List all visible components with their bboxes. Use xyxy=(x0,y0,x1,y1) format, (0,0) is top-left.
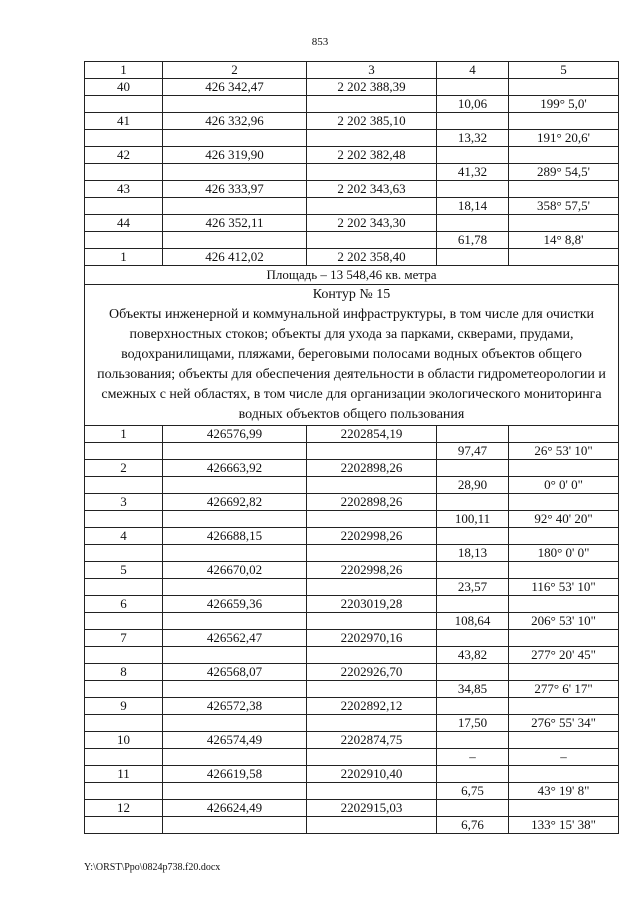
direction-angle: 199° 5,0' xyxy=(509,96,619,113)
segment-length: 18,14 xyxy=(437,198,509,215)
point-row xyxy=(85,664,619,681)
empty-cell xyxy=(163,817,307,834)
empty-cell xyxy=(163,443,307,460)
empty-cell xyxy=(437,732,509,749)
segment-row xyxy=(85,579,619,596)
segment-length: 28,90 xyxy=(437,477,509,494)
empty-cell xyxy=(307,96,437,113)
segment-row xyxy=(85,232,619,249)
direction-angle: 276° 55' 34" xyxy=(509,715,619,732)
empty-cell xyxy=(85,545,163,562)
empty-cell xyxy=(307,715,437,732)
x-coordinate: 426619,58 xyxy=(163,766,307,783)
x-coordinate: 426 352,11 xyxy=(163,215,307,232)
empty-cell xyxy=(509,562,619,579)
point-row xyxy=(85,630,619,647)
empty-cell xyxy=(85,817,163,834)
empty-cell xyxy=(509,698,619,715)
empty-cell xyxy=(85,749,163,766)
point-row xyxy=(85,215,619,232)
empty-cell xyxy=(307,198,437,215)
y-coordinate: 2202998,26 xyxy=(307,528,437,545)
empty-cell xyxy=(85,443,163,460)
direction-angle: 92° 40' 20" xyxy=(509,511,619,528)
empty-cell xyxy=(509,181,619,198)
point-number: 9 xyxy=(85,698,163,715)
empty-cell xyxy=(509,426,619,443)
point-number: 41 xyxy=(85,113,163,130)
point-number: 3 xyxy=(85,494,163,511)
y-coordinate: 2202874,75 xyxy=(307,732,437,749)
empty-cell xyxy=(509,528,619,545)
empty-cell xyxy=(163,164,307,181)
segment-length: 108,64 xyxy=(437,613,509,630)
direction-angle: 358° 57,5' xyxy=(509,198,619,215)
empty-cell xyxy=(307,545,437,562)
segment-length: 41,32 xyxy=(437,164,509,181)
y-coordinate: 2 202 382,48 xyxy=(307,147,437,164)
empty-cell xyxy=(163,681,307,698)
y-coordinate: 2 202 388,39 xyxy=(307,79,437,96)
empty-cell xyxy=(163,130,307,147)
point-number: 11 xyxy=(85,766,163,783)
empty-cell xyxy=(307,579,437,596)
segment-row xyxy=(85,96,619,113)
y-coordinate: 2202926,70 xyxy=(307,664,437,681)
empty-cell xyxy=(307,443,437,460)
segment-row xyxy=(85,511,619,528)
empty-cell xyxy=(509,596,619,613)
empty-cell xyxy=(437,460,509,477)
direction-angle: 43° 19' 8" xyxy=(509,783,619,800)
empty-cell xyxy=(163,613,307,630)
segment-row xyxy=(85,477,619,494)
point-number: 1 xyxy=(85,426,163,443)
empty-cell xyxy=(509,147,619,164)
y-coordinate: 2202898,26 xyxy=(307,460,437,477)
segment-length: 34,85 xyxy=(437,681,509,698)
empty-cell xyxy=(509,630,619,647)
y-coordinate: 2 202 343,30 xyxy=(307,215,437,232)
x-coordinate: 426 319,90 xyxy=(163,147,307,164)
empty-cell xyxy=(85,681,163,698)
empty-cell xyxy=(307,477,437,494)
point-row xyxy=(85,698,619,715)
direction-angle: 191° 20,6' xyxy=(509,130,619,147)
direction-angle: 180° 0' 0" xyxy=(509,545,619,562)
empty-cell xyxy=(437,249,509,266)
point-row xyxy=(85,426,619,443)
empty-cell xyxy=(437,79,509,96)
segment-row xyxy=(85,749,619,766)
point-number: 44 xyxy=(85,215,163,232)
empty-cell xyxy=(437,147,509,164)
point-row xyxy=(85,596,619,613)
y-coordinate: 2202910,40 xyxy=(307,766,437,783)
point-number: 2 xyxy=(85,460,163,477)
empty-cell xyxy=(163,715,307,732)
segment-row xyxy=(85,130,619,147)
x-coordinate: 426624,49 xyxy=(163,800,307,817)
segment-row xyxy=(85,817,619,834)
x-coordinate: 426659,36 xyxy=(163,596,307,613)
empty-cell xyxy=(163,783,307,800)
empty-cell xyxy=(85,232,163,249)
contour-header xyxy=(85,285,619,426)
direction-angle: 133° 15' 38" xyxy=(509,817,619,834)
point-number: 5 xyxy=(85,562,163,579)
column-header: 5 xyxy=(509,62,619,79)
empty-cell xyxy=(509,664,619,681)
empty-cell xyxy=(85,130,163,147)
column-header: 4 xyxy=(437,62,509,79)
point-number: 4 xyxy=(85,528,163,545)
empty-cell xyxy=(509,494,619,511)
direction-angle: 277° 20' 45" xyxy=(509,647,619,664)
empty-cell xyxy=(509,460,619,477)
empty-cell xyxy=(307,613,437,630)
y-coordinate: 2202892,12 xyxy=(307,698,437,715)
point-row xyxy=(85,79,619,96)
point-row xyxy=(85,113,619,130)
empty-cell xyxy=(437,698,509,715)
empty-cell xyxy=(509,79,619,96)
segment-length: 17,50 xyxy=(437,715,509,732)
empty-cell xyxy=(85,579,163,596)
empty-cell xyxy=(163,647,307,664)
segment-row xyxy=(85,545,619,562)
empty-cell xyxy=(85,164,163,181)
x-coordinate: 426692,82 xyxy=(163,494,307,511)
x-coordinate: 426688,15 xyxy=(163,528,307,545)
y-coordinate: 2 202 358,40 xyxy=(307,249,437,266)
point-row xyxy=(85,494,619,511)
segment-length: 43,82 xyxy=(437,647,509,664)
point-number: 1 xyxy=(85,249,163,266)
empty-cell xyxy=(85,511,163,528)
segment-length: 6,76 xyxy=(437,817,509,834)
empty-cell xyxy=(437,494,509,511)
direction-angle: 289° 54,5' xyxy=(509,164,619,181)
segment-length: 100,11 xyxy=(437,511,509,528)
y-coordinate: 2203019,28 xyxy=(307,596,437,613)
point-row xyxy=(85,528,619,545)
x-coordinate: 426 342,47 xyxy=(163,79,307,96)
segment-row xyxy=(85,613,619,630)
point-number: 6 xyxy=(85,596,163,613)
column-header: 3 xyxy=(307,62,437,79)
coordinates-table xyxy=(84,61,619,834)
empty-cell xyxy=(437,630,509,647)
empty-cell xyxy=(509,113,619,130)
contour-description: Объекты инженерной и коммунальной инфраструктуры, в том числе для очистки поверхностных стоков; объекты для ухода за парками, скверами, прудами, водохранилищами, пляжами, береговыми полосами водных объектов общего пользования; объекты для обеспечения деятельности в области гидрометеорологии и смежных с ней областях, в том числе для организации экологического мониторинга водных объектов общего пользования xyxy=(97,307,606,422)
segment-length: 23,57 xyxy=(437,579,509,596)
point-number: 43 xyxy=(85,181,163,198)
empty-cell xyxy=(437,426,509,443)
empty-cell xyxy=(307,681,437,698)
empty-cell xyxy=(85,647,163,664)
point-row xyxy=(85,800,619,817)
empty-cell xyxy=(307,817,437,834)
empty-cell xyxy=(437,528,509,545)
point-row xyxy=(85,562,619,579)
empty-cell xyxy=(163,545,307,562)
x-coordinate: 426 333,97 xyxy=(163,181,307,198)
empty-cell xyxy=(85,715,163,732)
x-coordinate: 426670,02 xyxy=(163,562,307,579)
segment-row xyxy=(85,443,619,460)
direction-angle: 277° 6' 17" xyxy=(509,681,619,698)
area-row xyxy=(85,266,619,285)
empty-cell xyxy=(509,766,619,783)
x-coordinate: 426 412,02 xyxy=(163,249,307,266)
empty-cell xyxy=(163,749,307,766)
empty-cell xyxy=(85,613,163,630)
y-coordinate: 2202970,16 xyxy=(307,630,437,647)
segment-length: – xyxy=(437,749,509,766)
y-coordinate: 2202998,26 xyxy=(307,562,437,579)
x-coordinate: 426572,38 xyxy=(163,698,307,715)
direction-angle: 14° 8,8' xyxy=(509,232,619,249)
point-number: 40 xyxy=(85,79,163,96)
direction-angle: 116° 53' 10" xyxy=(509,579,619,596)
segment-length: 97,47 xyxy=(437,443,509,460)
point-number: 8 xyxy=(85,664,163,681)
empty-cell xyxy=(307,511,437,528)
file-path-footer: Y:\ORST\Ppo\0824p738.f20.docx xyxy=(84,862,221,873)
point-row xyxy=(85,147,619,164)
area-total: Площадь – 13 548,46 кв. метра xyxy=(85,266,619,285)
contour-row xyxy=(85,285,619,426)
empty-cell xyxy=(307,130,437,147)
y-coordinate: 2202915,03 xyxy=(307,800,437,817)
segment-row xyxy=(85,681,619,698)
x-coordinate: 426562,47 xyxy=(163,630,307,647)
direction-angle: 26° 53' 10" xyxy=(509,443,619,460)
empty-cell xyxy=(85,96,163,113)
empty-cell xyxy=(307,783,437,800)
empty-cell xyxy=(437,562,509,579)
segment-length: 6,75 xyxy=(437,783,509,800)
empty-cell xyxy=(307,749,437,766)
table-header-row xyxy=(85,62,619,79)
empty-cell xyxy=(437,181,509,198)
direction-angle: – xyxy=(509,749,619,766)
empty-cell xyxy=(437,215,509,232)
point-number: 12 xyxy=(85,800,163,817)
point-row xyxy=(85,732,619,749)
segment-row xyxy=(85,198,619,215)
y-coordinate: 2202898,26 xyxy=(307,494,437,511)
empty-cell xyxy=(85,783,163,800)
page-number: 853 xyxy=(311,36,329,48)
y-coordinate: 2 202 385,10 xyxy=(307,113,437,130)
empty-cell xyxy=(509,800,619,817)
contour-title: Контур № 15 xyxy=(312,287,391,302)
point-row xyxy=(85,181,619,198)
x-coordinate: 426663,92 xyxy=(163,460,307,477)
empty-cell xyxy=(509,215,619,232)
empty-cell xyxy=(437,664,509,681)
empty-cell xyxy=(163,477,307,494)
empty-cell xyxy=(509,249,619,266)
segment-length: 61,78 xyxy=(437,232,509,249)
empty-cell xyxy=(163,579,307,596)
empty-cell xyxy=(163,198,307,215)
empty-cell xyxy=(437,800,509,817)
segment-length: 10,06 xyxy=(437,96,509,113)
empty-cell xyxy=(163,96,307,113)
segment-length: 18,13 xyxy=(437,545,509,562)
segment-row xyxy=(85,647,619,664)
y-coordinate: 2202854,19 xyxy=(307,426,437,443)
empty-cell xyxy=(163,511,307,528)
column-header: 1 xyxy=(85,62,163,79)
direction-angle: 0° 0' 0" xyxy=(509,477,619,494)
empty-cell xyxy=(307,232,437,249)
point-number: 7 xyxy=(85,630,163,647)
point-row xyxy=(85,460,619,477)
segment-length: 13,32 xyxy=(437,130,509,147)
empty-cell xyxy=(163,232,307,249)
point-row xyxy=(85,766,619,783)
closing-point-row xyxy=(85,249,619,266)
x-coordinate: 426574,49 xyxy=(163,732,307,749)
x-coordinate: 426 332,96 xyxy=(163,113,307,130)
empty-cell xyxy=(85,198,163,215)
empty-cell xyxy=(437,766,509,783)
empty-cell xyxy=(509,732,619,749)
empty-cell xyxy=(437,113,509,130)
y-coordinate: 2 202 343,63 xyxy=(307,181,437,198)
segment-row xyxy=(85,783,619,800)
x-coordinate: 426568,07 xyxy=(163,664,307,681)
x-coordinate: 426576,99 xyxy=(163,426,307,443)
direction-angle: 206° 53' 10" xyxy=(509,613,619,630)
segment-row xyxy=(85,164,619,181)
empty-cell xyxy=(307,647,437,664)
point-number: 10 xyxy=(85,732,163,749)
empty-cell xyxy=(85,477,163,494)
column-header: 2 xyxy=(163,62,307,79)
point-number: 42 xyxy=(85,147,163,164)
empty-cell xyxy=(307,164,437,181)
empty-cell xyxy=(437,596,509,613)
segment-row xyxy=(85,715,619,732)
